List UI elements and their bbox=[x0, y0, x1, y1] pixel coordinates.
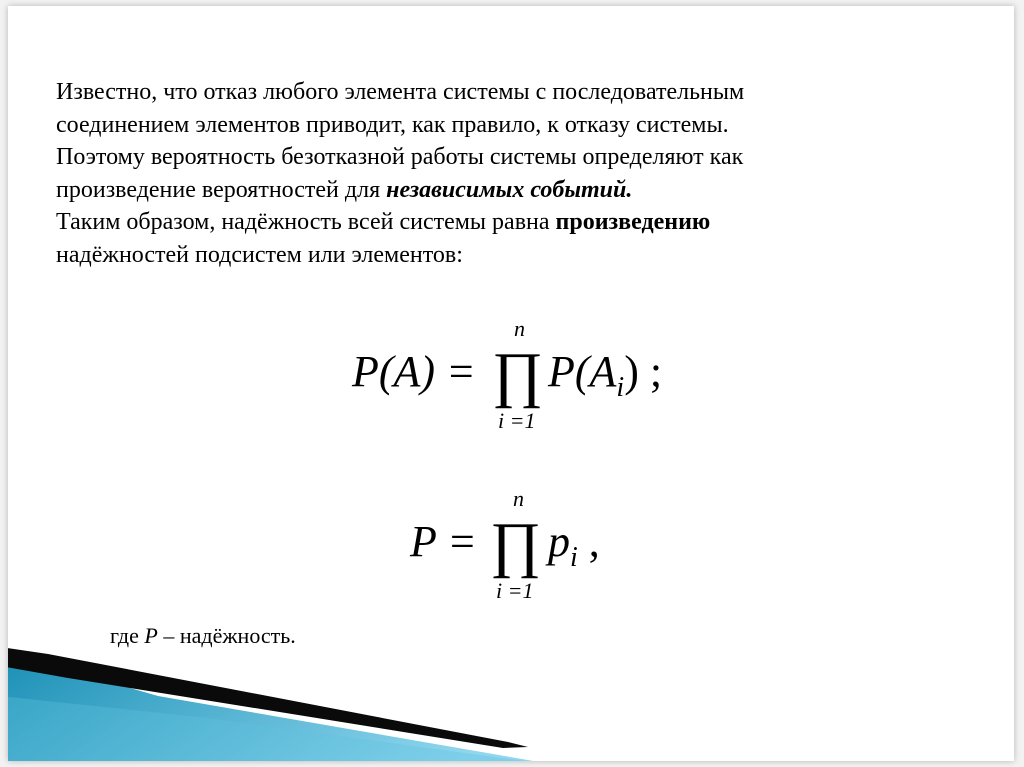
formula1-upper-limit: n bbox=[514, 316, 525, 341]
formula1-lower-limit: i =1 bbox=[498, 408, 536, 433]
decorative-corner-swoosh bbox=[8, 6, 1014, 761]
product-symbol: ∏ bbox=[490, 511, 542, 579]
product-symbol: ∏ bbox=[492, 341, 544, 409]
formula2-upper-limit: n bbox=[513, 486, 524, 511]
formula2-lhs: P = bbox=[410, 517, 477, 566]
formula2-term: $p_i$ , bbox=[548, 517, 600, 573]
text-line-3: Поэтому вероятность безотказной работы системы определяют как bbox=[56, 144, 744, 170]
text-line-4-plain: произведение вероятностей для bbox=[56, 176, 387, 203]
text-line-1: Известно, что отказ любого элемента системы с последовательным bbox=[56, 79, 745, 105]
text-line-5-plain: Таким образом, надёжность всей системы равна bbox=[56, 209, 556, 235]
formula-note: где P – надёжность. bbox=[110, 623, 296, 648]
text-line-2: соединением элементов приводит, как правило, к отказу системы. bbox=[56, 111, 729, 138]
formula2-lower-limit: i =1 bbox=[496, 578, 534, 603]
formula1-term: $P(A_i)$ ; bbox=[548, 347, 663, 403]
text-line-6: надёжностей подсистем или элементов: bbox=[56, 241, 463, 268]
emphasis-independent-events: независимых событий. bbox=[386, 176, 633, 203]
slide bbox=[8, 6, 1014, 761]
emphasis-product: произведению bbox=[555, 209, 711, 235]
formula1-lhs: P(A) = bbox=[352, 347, 476, 396]
